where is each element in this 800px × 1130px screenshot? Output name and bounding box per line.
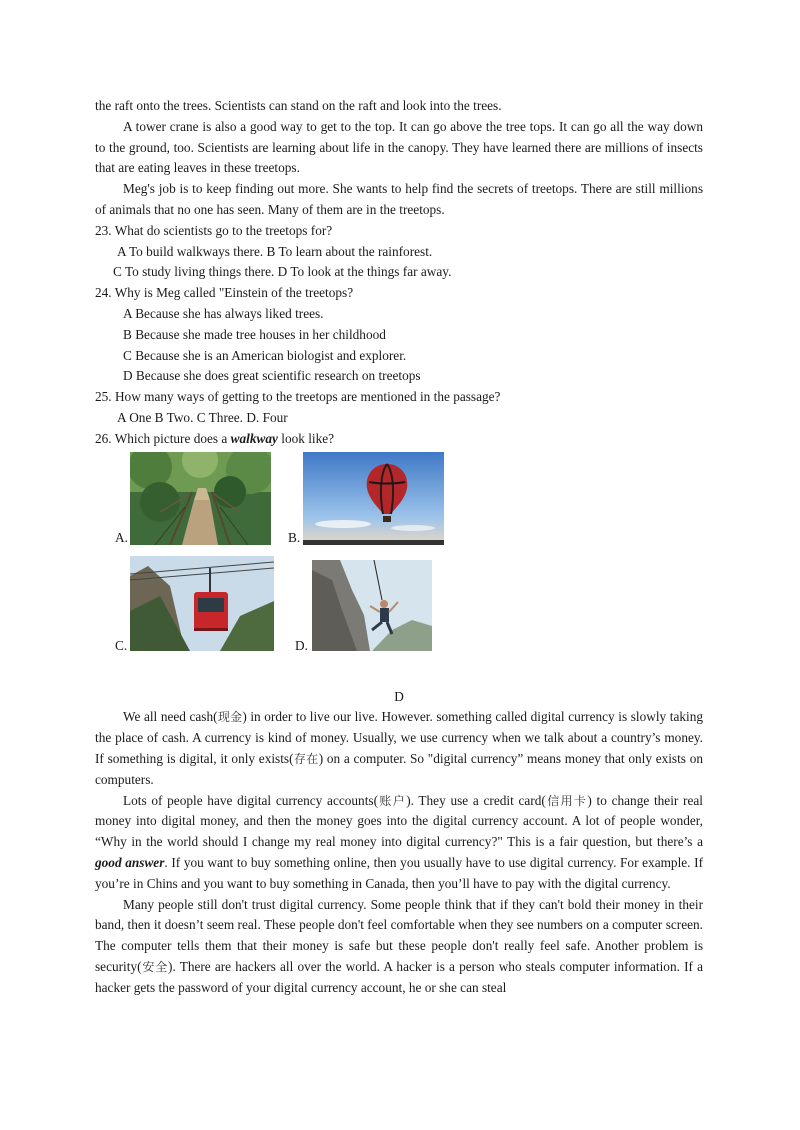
text-run: We all need cash(	[123, 709, 218, 725]
question-23-options-line-1: A To build walkways there. B To learn about the rainforest.	[117, 243, 433, 259]
chinese-gloss: 信用卡	[545, 793, 588, 808]
question-26-pictures	[95, 450, 703, 661]
text-run: ) on a computer. So "digital currency” means money that only exists on computers.	[95, 750, 703, 787]
picture-b-label: B.	[288, 529, 301, 545]
document-page	[95, 96, 703, 999]
chinese-gloss: 安全	[141, 959, 169, 974]
question-23-stem: 23. What do scientists go to the treetops for?	[95, 222, 333, 238]
picture-d-climber	[312, 560, 432, 651]
text-run: Many people still don't trust digital currency. Some people think that if they can't bold their money in their band, then it doesn’t seem real. These people don't feel comfortable when they see numbers on a computer screen. The computer tells them that their money is safe but these people don't really feel safe. Another problem is security(	[95, 896, 703, 974]
hot-air-balloon-image	[303, 452, 444, 545]
question-24-option-b: B Because she made tree houses in her childhood	[123, 326, 386, 342]
passage-c-paragraph-3: Meg's job is to keep finding out more. She wants to help find the secrets of treetops. There are still millions of animals that no one has seen. Many of them are in the treetops.	[95, 181, 703, 217]
chinese-gloss: 存在	[293, 751, 319, 766]
passage-d-paragraph-1	[95, 707, 703, 790]
picture-d-label: D.	[295, 637, 308, 653]
question-24-stem: 24. Why is Meg called "Einstein of the treetops?	[95, 285, 354, 301]
question-25-options: A One B Two. C Three. D. Four	[117, 409, 288, 425]
passage-c-paragraph-2: A tower crane is also a good way to get to the top. It can go above the tree tops. It can go all the way down to the ground, too. Scientists are learning about life in the canopy. They have learned there are millions of insects that are eating leaves in these treetops.	[95, 118, 703, 176]
text-run: ) to change their real money into digital money, and then the money goes into the digital currency account. A lot of people wonder, “Why in the world should I change my real money into digital currency?" This is a fair question, but there’s a	[95, 792, 703, 850]
question-26-stem-prefix: 26. Which picture does a	[95, 430, 231, 446]
passage-d-paragraph-3	[95, 895, 703, 999]
question-24-option-d: D Because she does great scientific research on treetops	[123, 368, 421, 384]
text-run: Lots of people have digital currency accounts(	[123, 792, 378, 808]
picture-b-balloon	[303, 452, 444, 545]
cable-car-image	[130, 556, 274, 651]
passage-d-paragraph-2	[95, 791, 703, 895]
text-run: ). There are hackers all over the world. A hacker is a person who steals computer information. If a hacker gets the password of your digital currency account, he or she can steal	[95, 958, 703, 995]
walkway-image	[130, 452, 271, 545]
text-run: . If you want to buy something online, then you usually have to use digital currency. For example. If you’re in Chins and you want to buy something in Canada, then you’ll have to pay with the digital currency.	[95, 854, 703, 891]
picture-c-cable-car	[130, 556, 274, 651]
question-24-option-c: C Because she is an American biologist and explorer.	[123, 347, 407, 363]
picture-a-walkway	[130, 452, 271, 545]
question-23-options-line-2: C To study living things there. D To look at the things far away.	[113, 264, 452, 280]
text-run: ). They use a credit card(	[406, 792, 546, 808]
picture-c-label: C.	[115, 637, 128, 653]
chinese-gloss: 现金	[217, 710, 243, 725]
emphasized-phrase: good answer	[95, 854, 165, 870]
passage-c-paragraph-1-tail: the raft onto the trees. Scientists can stand on the raft and look into the trees.	[95, 98, 502, 113]
picture-a-label: A.	[115, 529, 128, 545]
question-26-stem-suffix: look like?	[277, 430, 335, 446]
chinese-gloss: 账户	[378, 793, 407, 808]
rock-climber-image	[312, 560, 432, 651]
question-26-stem	[95, 429, 703, 450]
passage-d-title: D	[394, 688, 404, 704]
text-run: ) in order to live our live. However. something called digital currency is slowly taking the place of cash. A currency is kind of money. Usually, we use currency when we talk about a country’s money. If something is digital, it only exists(	[95, 709, 703, 766]
question-24-option-a: A Because she has always liked trees.	[123, 305, 324, 321]
question-26-keyword: walkway	[230, 430, 278, 446]
question-25-stem: 25. How many ways of getting to the treetops are mentioned in the passage?	[95, 389, 501, 405]
